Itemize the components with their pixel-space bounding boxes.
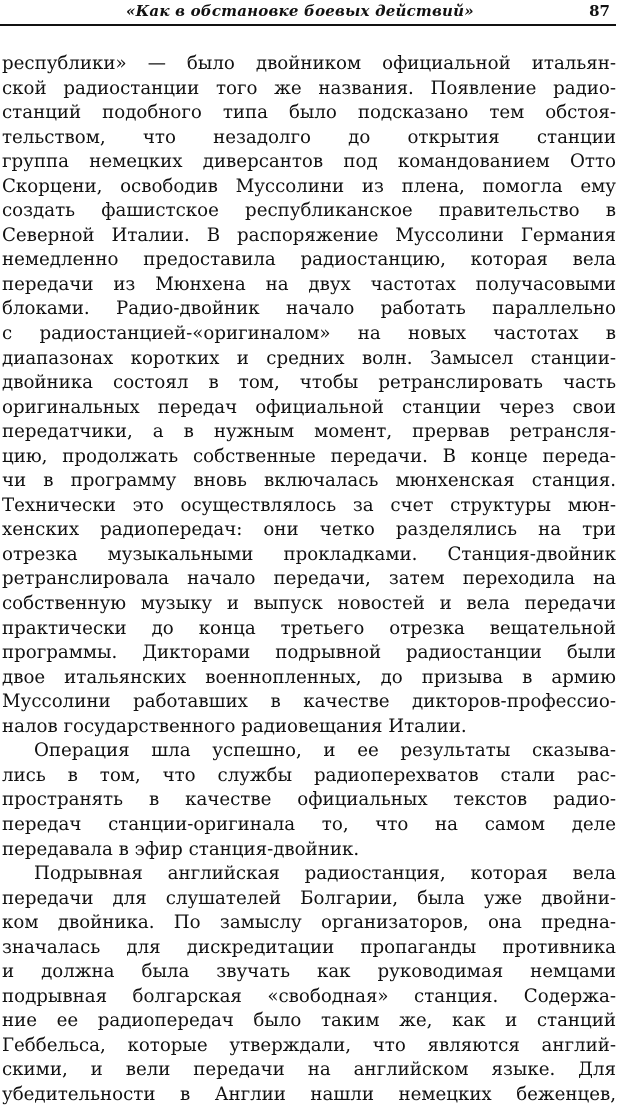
paragraph <box>2 52 616 739</box>
text-line: диапазонах коротких и средних волн. Замысел станции- <box>2 347 616 369</box>
text-line: ской радиостанции того же названия. Появление радио- <box>2 77 616 99</box>
text-line: ретранслировала начало передачи, затем переходила на <box>2 568 616 590</box>
text-line: республики» — было двойником официальной итальян- <box>2 53 616 74</box>
text-line: ком двойника. По замыслу организаторов, она предна- <box>2 912 616 934</box>
text-line: передавала в эфир станция-двойник. <box>2 838 360 860</box>
paragraph <box>2 862 616 1107</box>
text-line: практически до конца третьего отрезка вещательной <box>2 617 616 639</box>
header-rule <box>0 24 616 26</box>
text-line: ние ее радиопередач было таким же, как и станций <box>2 1010 616 1032</box>
text-line: Муссолини работавших в качестве дикторов-профессио- <box>2 691 616 713</box>
text-line: лись в том, что службы радиоперехватов стали рас- <box>2 764 616 786</box>
text-line: Скорцени, освободив Муссолини из плена, помогла ему <box>2 175 616 197</box>
text-line: передачи для слушателей Болгарии, была уже двойни- <box>2 887 616 909</box>
text-line: станций подобного типа было подсказано тем обстоя- <box>2 102 616 124</box>
text-line: Операция шла успешно, и ее результаты сказыва- <box>34 740 616 762</box>
text-line: Геббельса, которые утверждали, что являются англий- <box>2 1034 616 1056</box>
text-line: двойника состоял в том, чтобы ретранслировать часть <box>2 372 616 394</box>
text-line: двое итальянских военнопленных, до призыва в армию <box>2 666 616 688</box>
paragraph <box>2 739 616 862</box>
text-line: отрезка музыкальными прокладками. Станция-двойник <box>2 543 616 565</box>
text-line: тельством, что незадолго до открытия станции <box>2 126 616 148</box>
text-line: группа немецких диверсантов под командованием Отто <box>2 151 616 173</box>
text-line: с радиостанцией-«оригиналом» на новых частотах в <box>2 323 616 345</box>
page-number: 87 <box>589 2 610 20</box>
text-line: цию, продолжать собственные передачи. В конце переда- <box>2 445 616 467</box>
text-line: немедленно предоставила радиостанцию, которая вела <box>2 249 616 271</box>
text-line: создать фашистское республиканское правительство в <box>2 200 616 222</box>
text-line: скими, и вели передачи на английском языке. Для <box>2 1059 616 1081</box>
text-line: убедительности в Англии нашли немецких беженцев, <box>2 1083 616 1105</box>
running-header <box>0 2 620 22</box>
text-line: подрывная болгарская «свободная» станция. Содержа- <box>2 985 616 1007</box>
text-line: значалась для дискредитации пропаганды противника <box>2 936 616 958</box>
text-line: хенских радиопередач: они четко разделялись на три <box>2 519 616 541</box>
text-line: Технически это осуществлялось за счет структуры мюн- <box>2 494 616 516</box>
text-line: Северной Италии. В распоряжение Муссолини Германия <box>2 224 616 246</box>
text-line: чи в программу вновь включалась мюнхенская станция. <box>2 470 616 492</box>
text-line: налов государственного радиовещания Италии. <box>2 715 467 737</box>
text-line: и должна была звучать как руководимая немцами <box>2 961 616 983</box>
text-line: Подрывная английская радиостанция, которая вела <box>34 863 616 885</box>
text-line: передатчики, а в нужным момент, прервав ретрансля- <box>2 421 616 443</box>
text-line: оригинальных передач официальной станции через свои <box>2 396 616 418</box>
text-line: собственную музыку и выпуск новостей и вела передачи <box>2 593 616 615</box>
body-text <box>2 52 616 1108</box>
text-line: пространять в качестве официальных текстов радио- <box>2 789 616 811</box>
text-line: программы. Дикторами подрывной радиостанции были <box>2 642 616 664</box>
chapter-title: «Как в обстановке боевых действий» <box>126 2 474 20</box>
text-line: передачи из Мюнхена на двух частотах получасовыми <box>2 273 616 295</box>
text-line: блоками. Радио-двойник начало работать параллельно <box>2 298 616 320</box>
text-line: передач станции-оригинала то, что на самом деле <box>2 813 616 835</box>
